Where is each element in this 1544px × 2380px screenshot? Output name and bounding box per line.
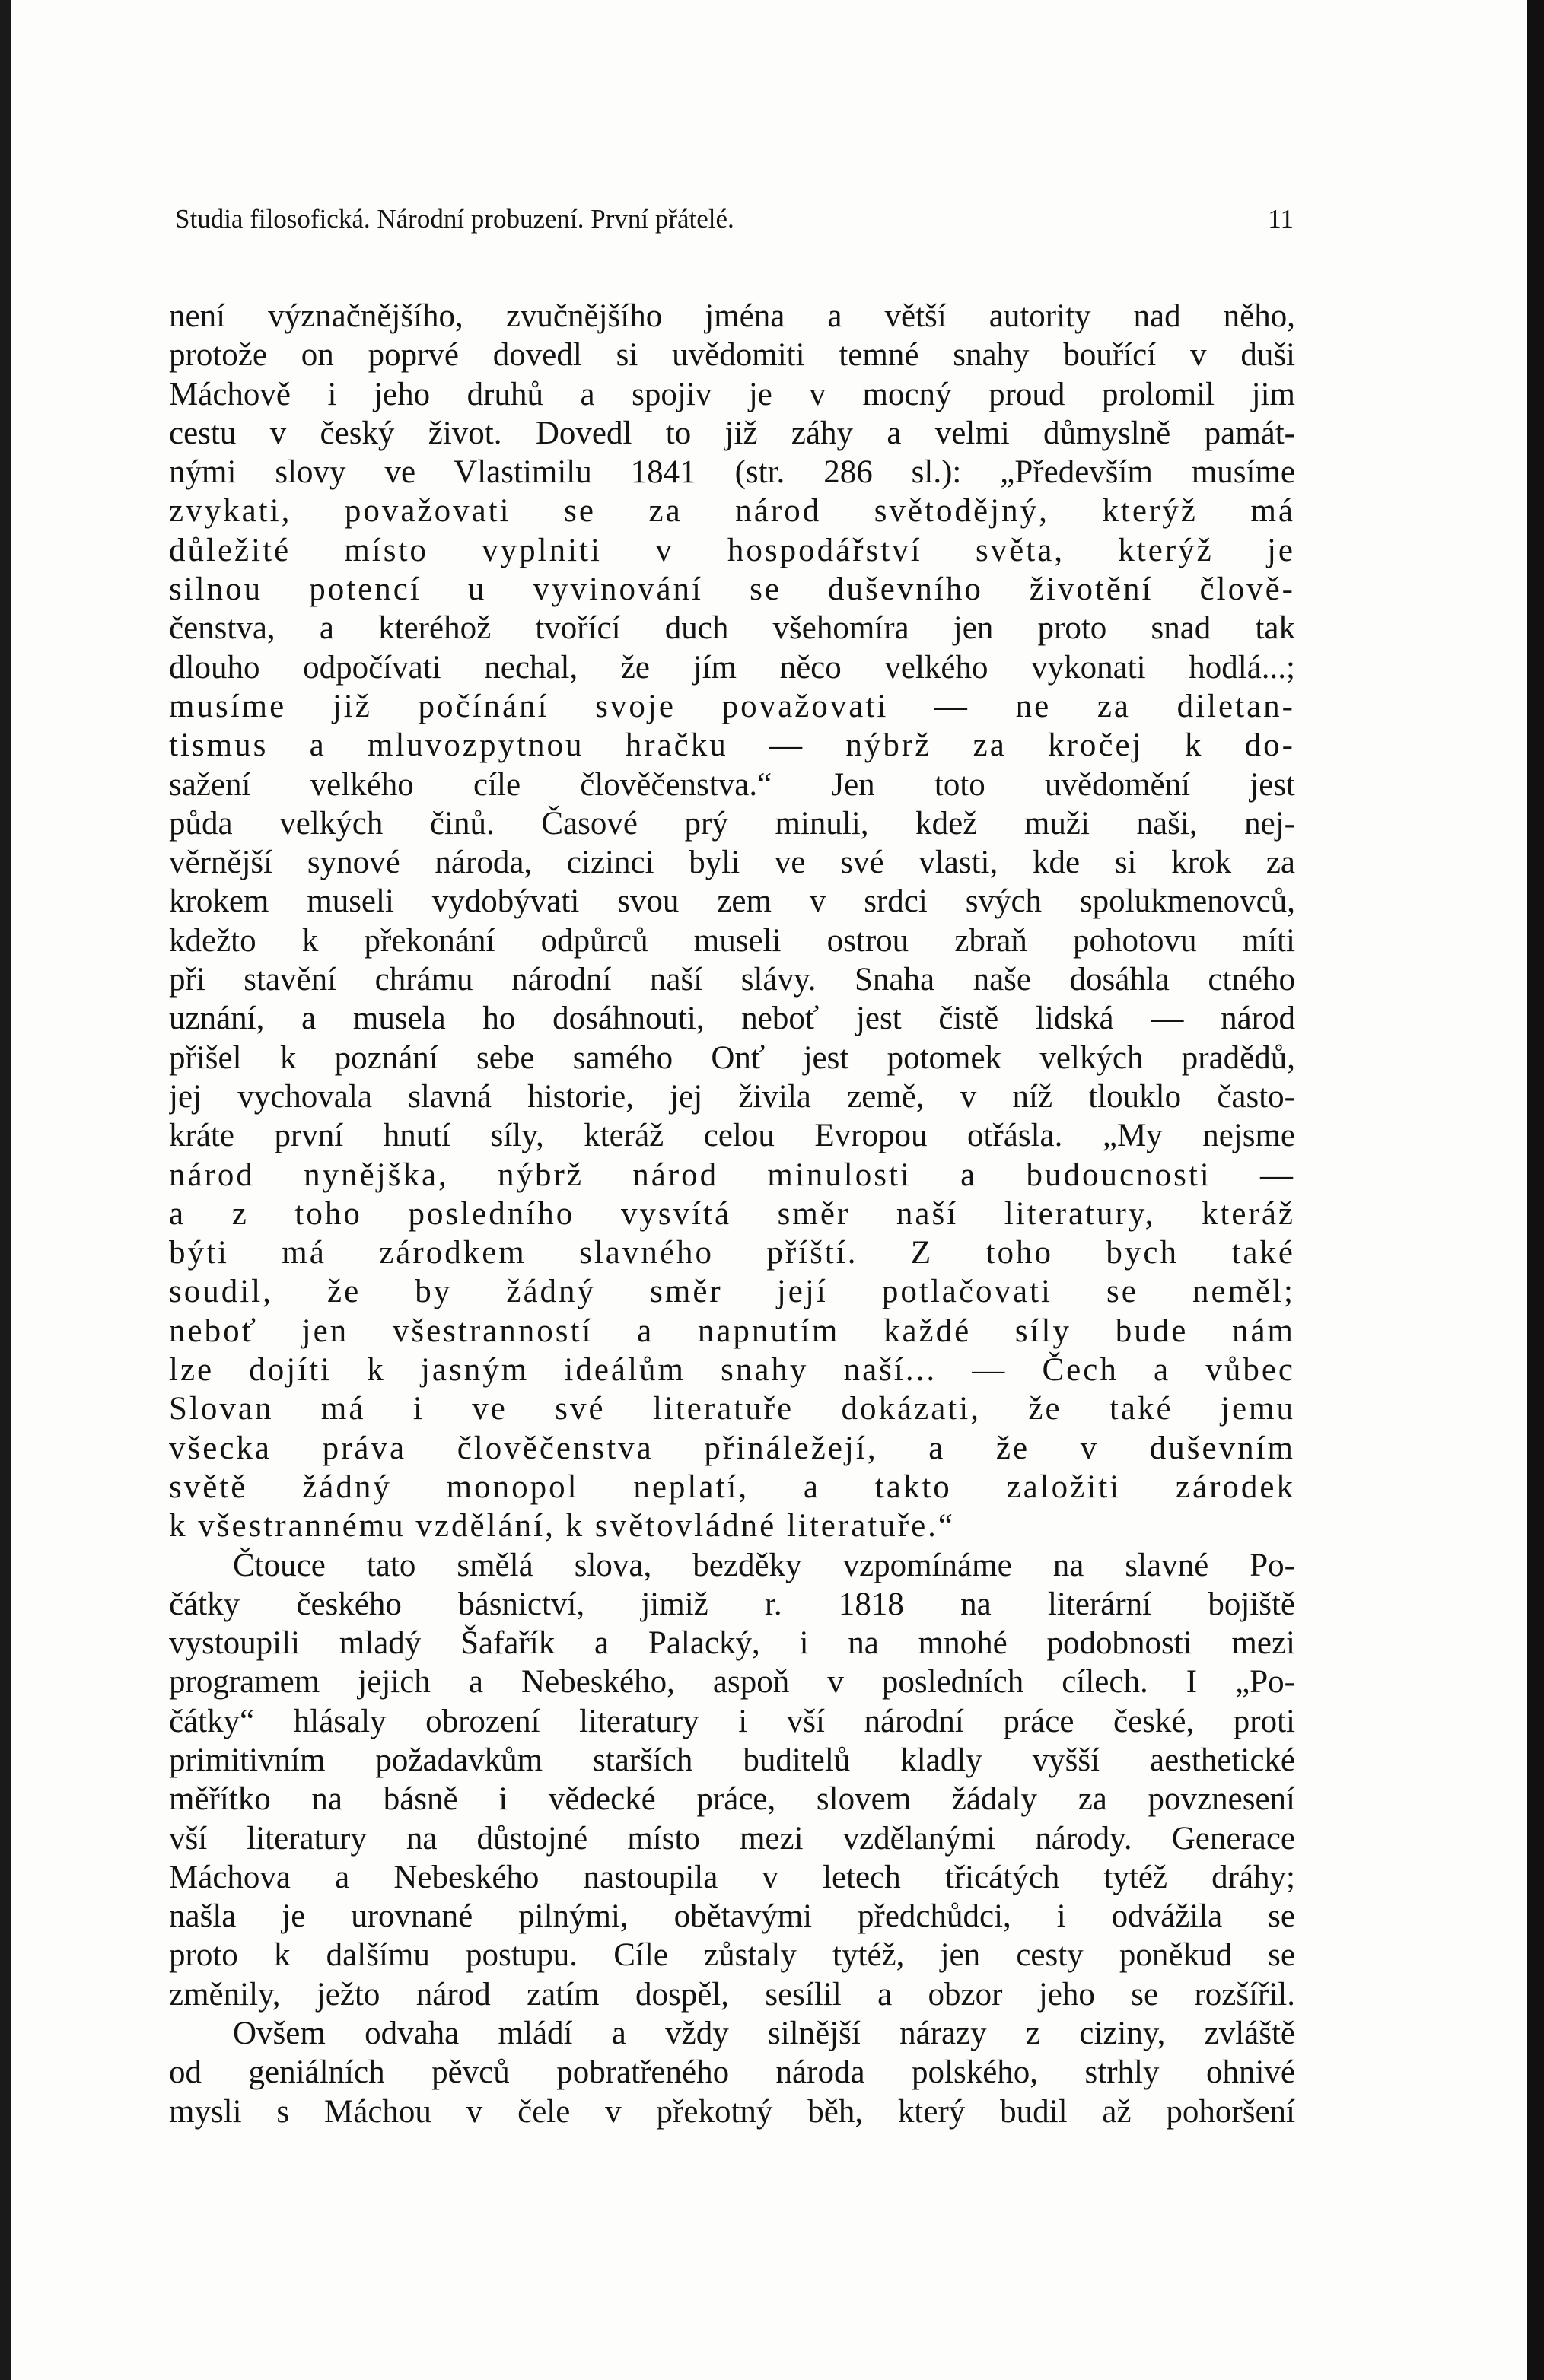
text-line: od geniálních pěvců pobratřeného národa polského, strhly ohnivé	[169, 2054, 1295, 2091]
text-line: nými slovy ve Vlastimilu 1841 (str. 286 sl.): „Především musíme	[169, 454, 1295, 491]
text-line: zvykati, považovati se za národ světodějný, kterýž má	[169, 493, 1295, 530]
text-line: vší literatury na důstojné místo mezi vzdělanými národy. Generace	[169, 1820, 1295, 1857]
text-line: soudil, že by žádný směr její potlačovati se neměl;	[169, 1274, 1295, 1310]
text-line: čenstva, a kteréhož tvořící duch všehomíra jen proto snad tak	[169, 610, 1295, 647]
running-head	[175, 204, 1294, 234]
text-line: mysli s Máchou v čele v překotný běh, který budil až pohoršení	[169, 2093, 1295, 2130]
text-line: sažení velkého cíle člověčenstva.“ Jen toto uvědomění jest	[169, 766, 1295, 803]
text-line: změnily, ježto národ zatím dospěl, sesílil a obzor jeho se rozšířil.	[169, 1976, 1295, 2013]
text-line: kráte první hnutí síly, kteráž celou Evropou otřásla. „My nejsme	[169, 1118, 1295, 1154]
page-edge-right	[1527, 0, 1544, 2380]
page-number: 11	[1268, 204, 1294, 234]
text-line: dlouho odpočívati nechal, že jím něco velkého vykonati hodlá...;	[169, 649, 1295, 686]
text-line: všecka práva člověčenstva přináležejí, a že v duševním	[169, 1430, 1295, 1466]
text-line: věrnější synové národa, cizinci byli ve své vlasti, kde si krok za	[169, 845, 1295, 881]
text-line: musíme již počínání svoje považovati — ne za diletan-	[169, 688, 1295, 724]
text-line: Máchova a Nebeského nastoupila v letech třicátých tytéž dráhy;	[169, 1859, 1295, 1895]
body-text	[169, 297, 1295, 2131]
text-line: programem jejich a Nebeského, aspoň v posledních cílech. I „Po-	[169, 1664, 1295, 1701]
text-line: při stavění chrámu národní naší slávy. Snaha naše dosáhla ctného	[169, 962, 1295, 998]
text-line: cestu v český život. Dovedl to již záhy a velmi důmyslně památ-	[169, 415, 1295, 451]
text-line: silnou potencí u vyvinování se duševního životění člově-	[169, 571, 1295, 608]
text-line: Slovan má i ve své literatuře dokázati, že také jemu	[169, 1391, 1295, 1427]
text-line: jej vychovala slavná historie, jej živila země, v níž tlouklo často-	[169, 1078, 1295, 1115]
text-line: není význačnějšího, zvučnějšího jména a větší autority nad něho,	[169, 298, 1295, 334]
text-line: světě žádný monopol neplatí, a takto založiti zárodek	[169, 1468, 1295, 1505]
text-line: přišel k poznání sebe samého Onť jest potomek velkých pradědů,	[169, 1039, 1295, 1076]
text-line: a z toho posledního vysvítá směr naší literatury, kteráž	[169, 1195, 1295, 1232]
text-line: Čtouce tato smělá slova, bezděky vzpomínáme na slavné Po-	[233, 1547, 1295, 1583]
text-line: našla je urovnané pilnými, obětavými předchůdci, i odvážila se	[169, 1898, 1295, 1935]
text-line: k všestrannému vzdělání, k světovládné literatuře.“	[169, 1508, 955, 1545]
text-line: protože on poprvé dovedl si uvědomiti temné snahy bouřící v duši	[169, 337, 1295, 374]
text-line: čátky“ hlásaly obrození literatury i vší národní práce české, proti	[169, 1703, 1295, 1739]
text-line: čátky českého básnictví, jimiž r. 1818 na literární bojiště	[169, 1586, 1295, 1622]
text-line: býti má zárodkem slavného příští. Z toho bych také	[169, 1235, 1295, 1271]
running-head-title: Studia filosofická. Národní probuzení. První přátelé.	[175, 204, 734, 234]
text-line: primitivním požadavkům starších buditelů kladly vyšší aesthetické	[169, 1742, 1295, 1778]
text-line: krokem museli vydobývati svou zem v srdci svých spolukmenovců,	[169, 883, 1295, 920]
page-edge-left	[0, 0, 11, 2380]
text-line: půda velkých činů. Časové prý minuli, kdež muži naši, nej-	[169, 805, 1295, 842]
text-line: vystoupili mladý Šafařík a Palacký, i na mnohé podobnosti mezi	[169, 1625, 1295, 1662]
text-line: tismus a mluvozpytnou hračku — nýbrž za kročej k do-	[169, 727, 1295, 764]
text-line: Máchově i jeho druhů a spojiv je v mocný proud prolomil jim	[169, 376, 1295, 412]
text-line: Ovšem odvaha mládí a vždy silnější nárazy z ciziny, zvláště	[233, 2016, 1295, 2052]
text-line: neboť jen všestranností a napnutím každé síly bude nám	[169, 1312, 1295, 1349]
text-line: uznání, a musela ho dosáhnouti, neboť jest čistě lidská — národ	[169, 1001, 1295, 1037]
text-line: lze dojíti k jasným ideálům snahy naší... — Čech a vůbec	[169, 1352, 1295, 1389]
text-line: národ nynějška, nýbrž národ minulosti a budoucnosti —	[169, 1157, 1295, 1193]
text-line: kdežto k překonání odpůrců museli ostrou zbraň pohotovu míti	[169, 922, 1295, 959]
text-line: důležité místo vyplniti v hospodářství světa, kterýž je	[169, 532, 1295, 568]
text-line: proto k dalšímu postupu. Cíle zůstaly tytéž, jen cesty poněkud se	[169, 1937, 1295, 1974]
text-line: měřítko na básně i vědecké práce, slovem žádaly za povznesení	[169, 1781, 1295, 1818]
